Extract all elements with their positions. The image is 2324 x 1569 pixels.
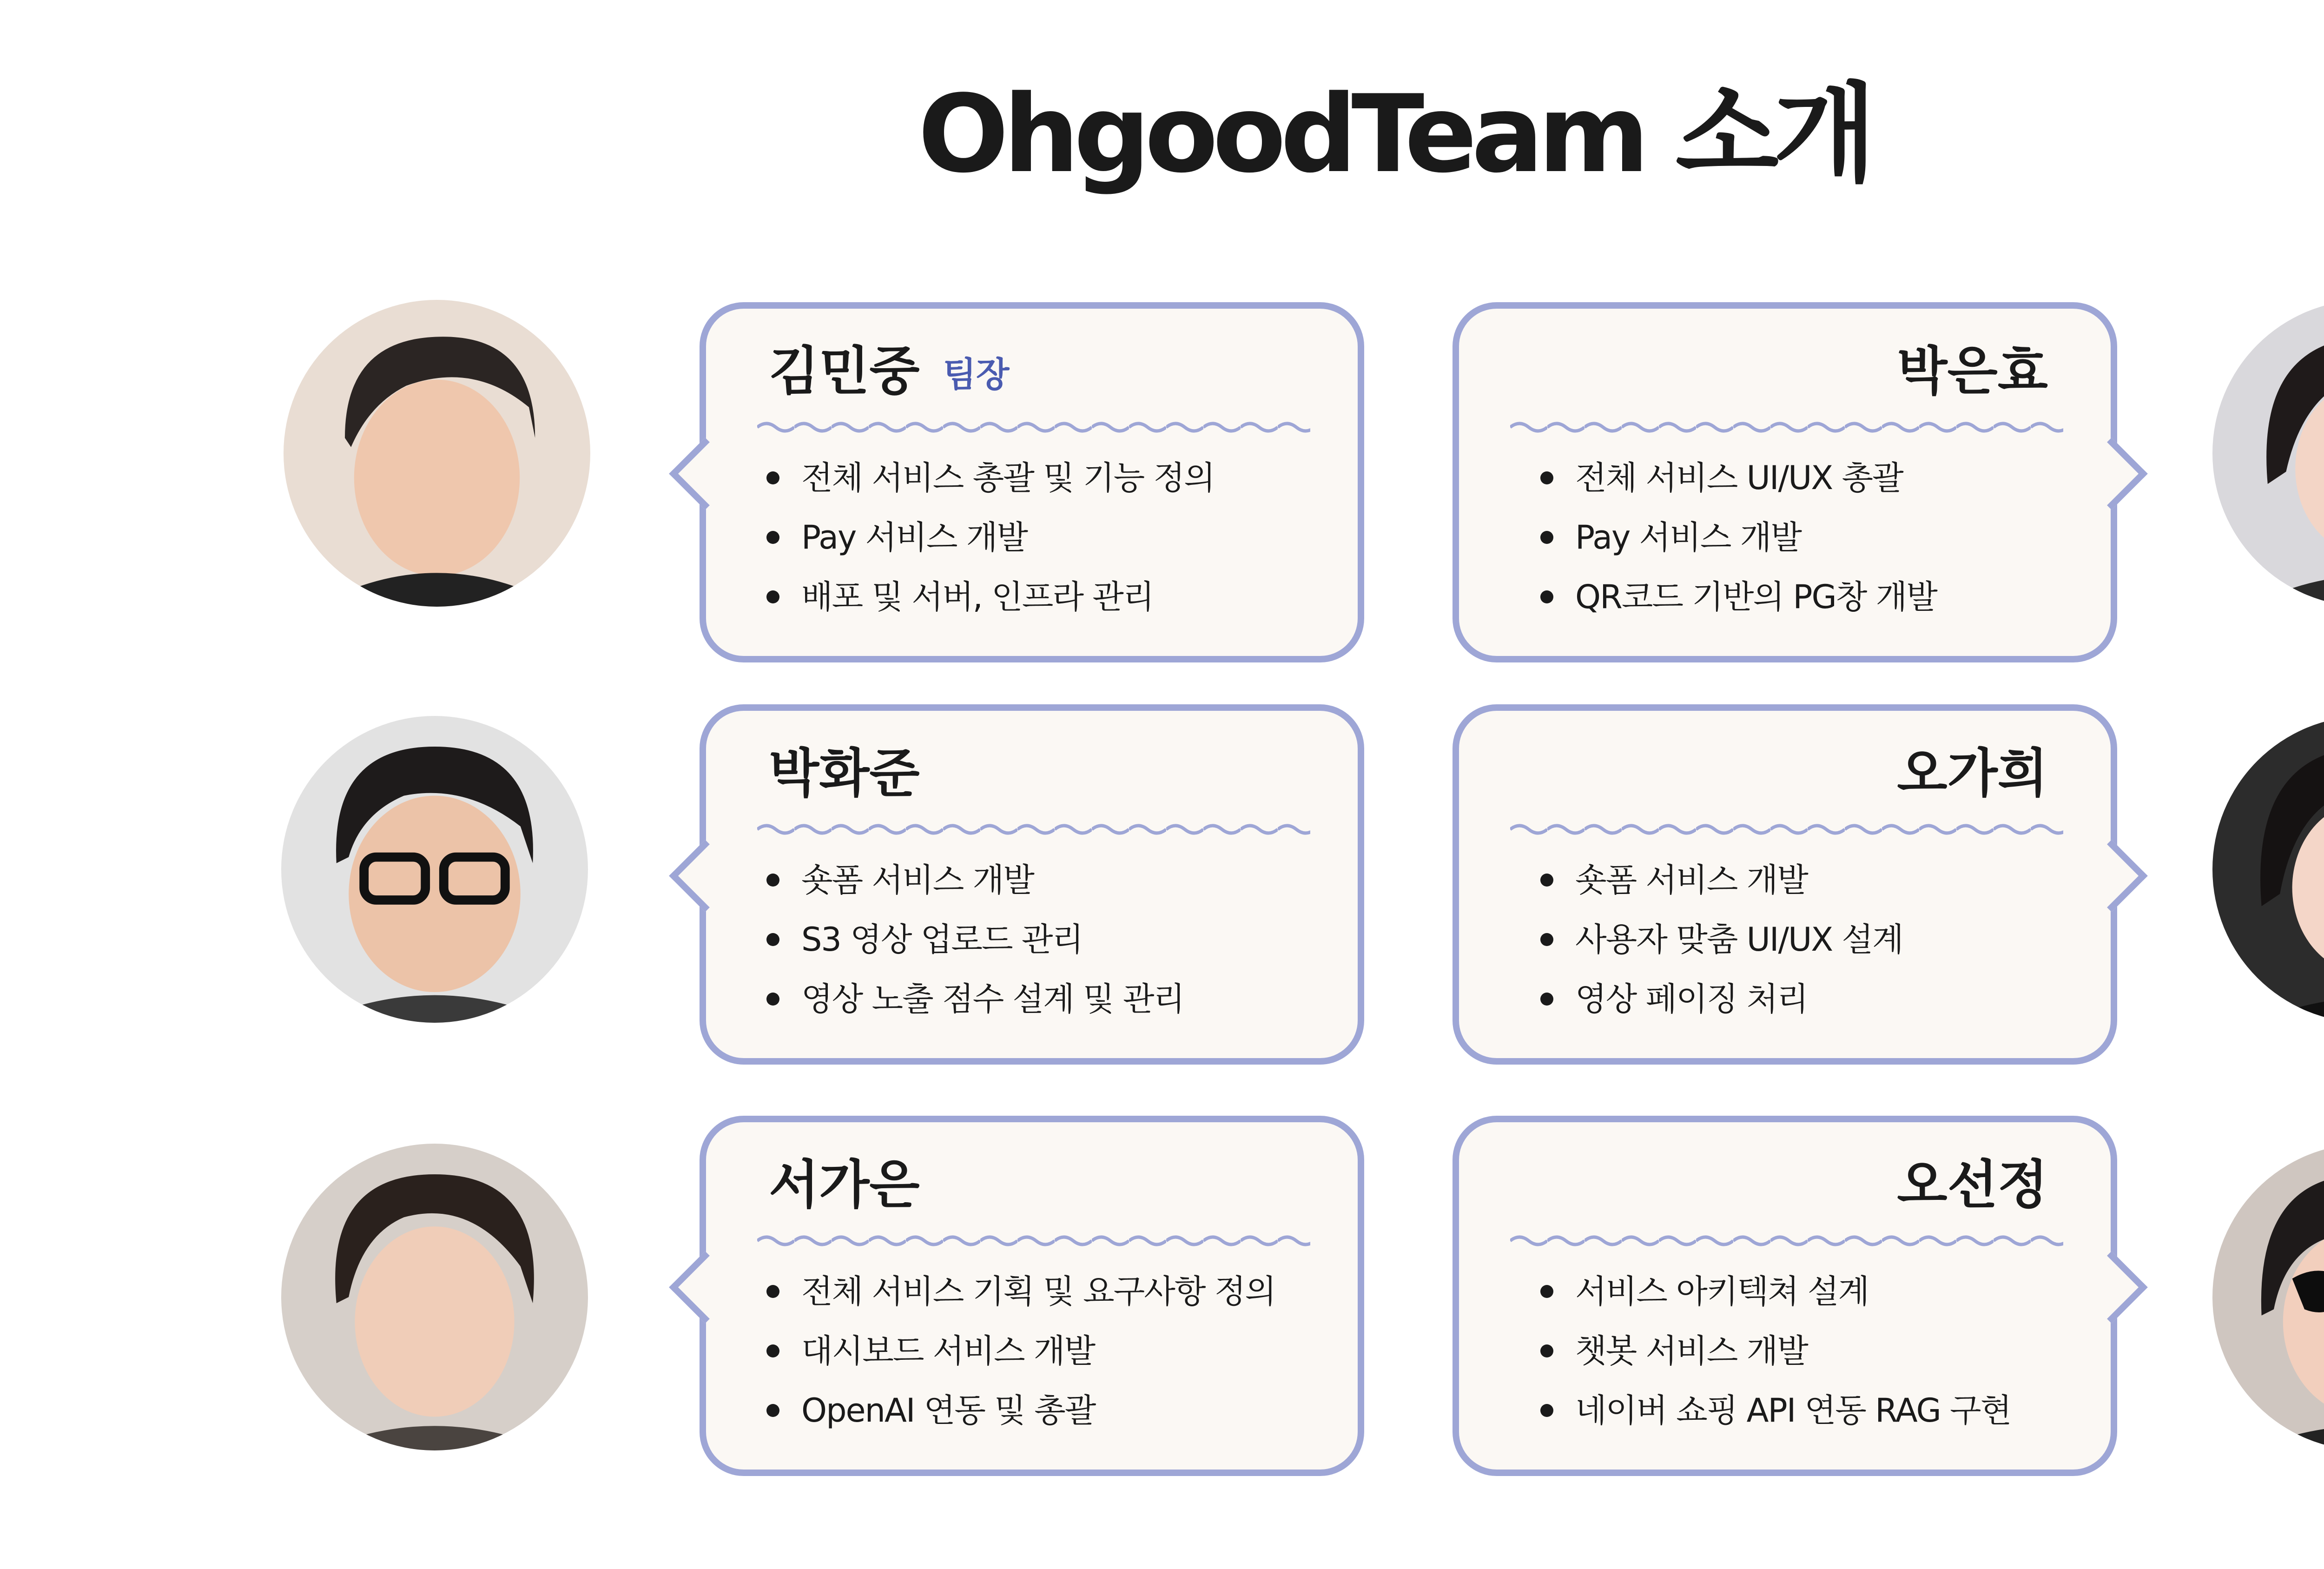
task-item: QR코드 기반의 PG창 개발 bbox=[1540, 567, 1937, 627]
task-item: 숏폼 서비스 개발 bbox=[1540, 850, 1903, 910]
member-1-avatar bbox=[284, 300, 590, 607]
wavy-divider bbox=[1510, 418, 2063, 437]
member-4-card bbox=[1452, 704, 2117, 1065]
wavy-divider bbox=[757, 820, 1310, 839]
task-item: 챗봇 서비스 개발 bbox=[1540, 1321, 2011, 1381]
task-item: OpenAI 연동 및 총괄 bbox=[766, 1381, 1275, 1440]
task-item: 전체 서비스 총괄 및 기능 정의 bbox=[766, 448, 1215, 508]
member-2-card bbox=[1452, 302, 2117, 662]
member-5-avatar bbox=[281, 1144, 588, 1450]
member-6-task-list bbox=[1540, 1262, 2011, 1440]
speech-tail bbox=[669, 1251, 741, 1324]
wavy-divider bbox=[757, 418, 1310, 437]
member-4-name: 오가희 bbox=[1897, 743, 2048, 804]
member-3-avatar bbox=[281, 716, 588, 1023]
wavy-divider bbox=[1510, 820, 2063, 839]
task-item: 네이버 쇼핑 API 연동 RAG 구현 bbox=[1540, 1381, 2011, 1440]
member-6-card bbox=[1452, 1116, 2117, 1476]
member-3-card bbox=[700, 704, 1364, 1065]
page-title: OhgoodTeam 소개 bbox=[918, 73, 1871, 197]
member-3-task-list bbox=[766, 850, 1184, 1029]
task-item: 전체 서비스 UI/UX 총괄 bbox=[1540, 448, 1937, 508]
member-2-name: 박은효 bbox=[1897, 341, 2048, 402]
task-item: 배포 및 서버, 인프라 관리 bbox=[766, 567, 1215, 627]
member-5-card bbox=[700, 1116, 1364, 1476]
member-1-task-list bbox=[766, 448, 1215, 627]
member-1-card bbox=[700, 302, 1364, 662]
member-5-name: 서가은 bbox=[769, 1155, 920, 1215]
speech-tail bbox=[669, 840, 741, 912]
wavy-divider bbox=[1510, 1231, 2063, 1250]
member-1-name: 김민중 bbox=[769, 341, 920, 402]
task-item: 서비스 아키텍쳐 설계 bbox=[1540, 1262, 2011, 1321]
task-item: 대시보드 서비스 개발 bbox=[766, 1321, 1275, 1381]
member-4-avatar bbox=[2212, 716, 2324, 1023]
member-5-task-list bbox=[766, 1262, 1275, 1440]
task-item: Pay 서비스 개발 bbox=[1540, 508, 1937, 567]
member-6-name: 오선정 bbox=[1897, 1155, 2048, 1215]
task-item: 사용자 맞춤 UI/UX 설계 bbox=[1540, 910, 1903, 969]
task-item: 영상 노출 점수 설계 및 관리 bbox=[766, 969, 1184, 1029]
task-item: S3 영상 업로드 관리 bbox=[766, 910, 1184, 969]
member-2-task-list bbox=[1540, 448, 1937, 627]
member-1-role: 팀장 bbox=[943, 355, 1010, 395]
member-6-avatar bbox=[2212, 1144, 2324, 1450]
member-3-name: 박화준 bbox=[769, 743, 920, 804]
member-4-task-list bbox=[1540, 850, 1903, 1029]
member-2-avatar bbox=[2212, 300, 2324, 607]
speech-tail bbox=[2075, 437, 2148, 510]
task-item: 영상 페이징 처리 bbox=[1540, 969, 1903, 1029]
task-item: Pay 서비스 개발 bbox=[766, 508, 1215, 567]
speech-tail bbox=[2075, 1251, 2148, 1324]
task-item: 숏폼 서비스 개발 bbox=[766, 850, 1184, 910]
speech-tail bbox=[669, 437, 741, 510]
speech-tail bbox=[2075, 840, 2148, 912]
task-item: 전체 서비스 기획 및 요구사항 정의 bbox=[766, 1262, 1275, 1321]
wavy-divider bbox=[757, 1231, 1310, 1250]
